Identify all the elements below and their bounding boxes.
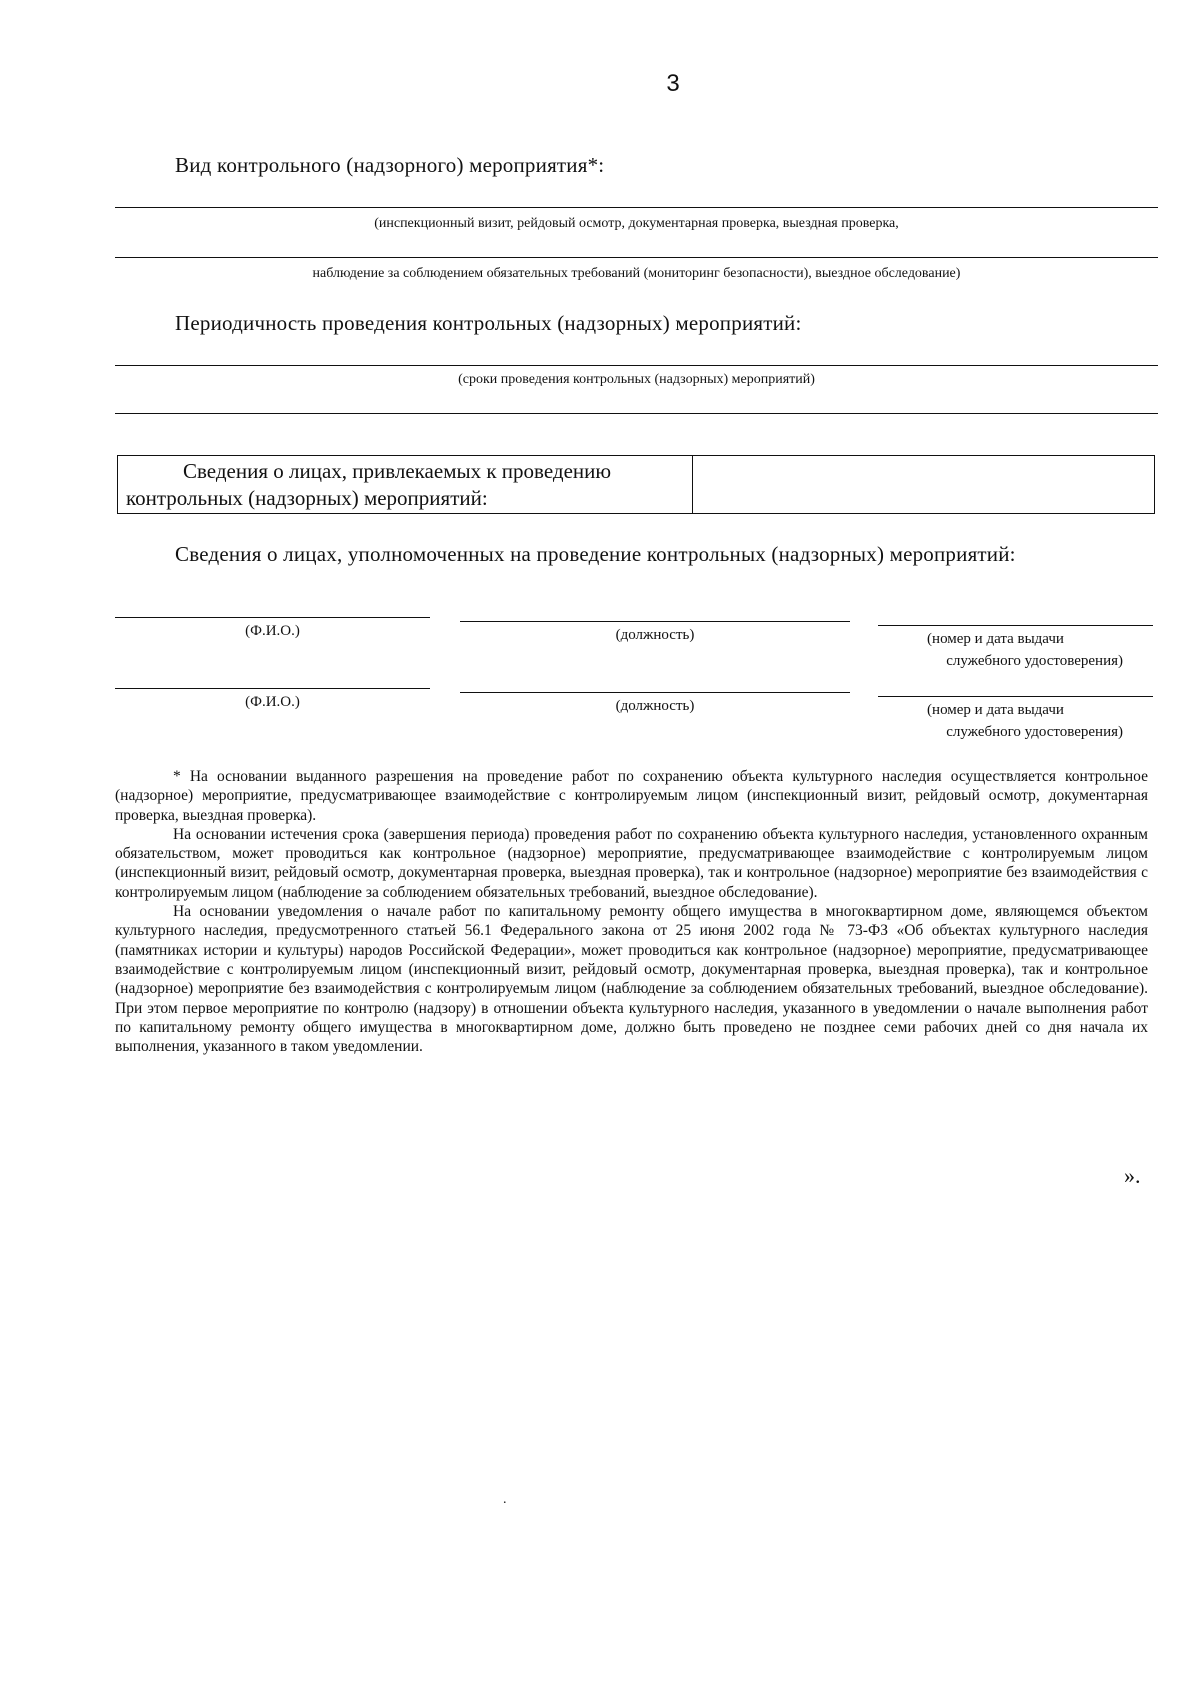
footnote-paragraph-3: На основании уведомления о начале работ по капитальному ремонту общего имущества в многоквартирном доме, являющемся объектом культурного наследия, предусмотренного статьей 56.1 Федерального закона от 25 июня 2002 года № 73-ФЗ «Об объектах культурного наследия (памятниках истории и культуры) народов Российской Федерации», может проводиться как контрольное (надзорное) мероприятие, предусматривающее взаимодействие с контролируемым лицом (инспекционный визит, рейдовый осмотр, документарная проверка, выездная проверка), так и контрольное (надзорное) мероприятие без взаимодействия с контролируемым лицом (наблюдение за соблюдением обязательных требований, выездное обследование). При этом первое мероприятие по контролю (надзору) в отношении объекта культурного наследия, указанного в уведомлении о начале выполнения работ по капитальному ремонту общего имущества в многоквартирном доме, должно быть проведено не позднее семи рабочих дней со дня начала их выполнения, указанного в таком уведомлении. [115,903,1148,1056]
position-caption-2: (должность) [615,698,695,714]
footnote-paragraph-2: На основании истечения срока (завершения периода) проведения работ по сохранению объекта культурного наследия, установленного охранным обязательством, может проводиться как контрольное (надзорное) мероприятие, предусматривающее взаимодействие с контролируемым лицом (инспекционный визит, рейдовый осмотр, документарная проверка, выездная проверка), так и контрольное (надзорное) мероприятие без взаимодействия с контролируемым лицом (наблюдение за соблюдением обязательных требований, выездное обследование). [115,825,1148,901]
kind-fill-line-2 [115,257,1158,258]
periodicity-fill-line-1 [115,365,1158,366]
position-line-1 [460,621,850,622]
id-caption-1-line-2: служебного удостоверения) [946,653,1123,669]
fio-caption-2: (Ф.И.О.) [245,694,300,710]
involved-persons-table [117,455,1155,514]
fio-line-2 [115,688,430,689]
footnote-paragraph-1: * На основании выданного разрешения на проведение работ по сохранению объекта культурного наследия осуществляется контрольное (надзорное) мероприятие, предусматривающее взаимодействие с контролируемым лицом (инспекционный визит, рейдовый осмотр, документарная проверка, выездная проверка). [115,768,1148,824]
periodicity-heading: Периодичность проведения контрольных (надзорных) мероприятий: [175,311,802,335]
page-number: 3 [666,70,680,97]
periodicity-fill-line-2 [115,413,1158,414]
id-caption-1-line-1: (номер и дата выдачи [927,631,1064,647]
periodicity-caption: (сроки проведения контрольных (надзорных) мероприятий) [458,372,815,387]
id-line-2 [878,696,1153,697]
involved-persons-value [693,456,1154,513]
fio-caption-1: (Ф.И.О.) [245,623,300,639]
involved-persons-label-line-2: контрольных (надзорных) мероприятий: [126,486,488,510]
id-caption-2-line-2: служебного удостоверения) [946,724,1123,740]
id-caption-2 [878,699,1153,743]
id-caption-1 [878,628,1153,672]
footnote [115,767,1148,1056]
fio-line-1 [115,617,430,618]
scan-dot: . [503,1492,507,1507]
kind-caption-1: (инспекционный визит, рейдовый осмотр, документарная проверка, выездная проверка, [374,216,899,231]
position-line-2 [460,692,850,693]
kind-caption-2: наблюдение за соблюдением обязательных требований (мониторинг безопасности), выездное обследование) [312,266,961,281]
involved-persons-label [118,456,693,513]
involved-persons-label-line-1: Сведения о лицах, привлекаемых к проведению [183,459,612,483]
kind-heading: Вид контрольного (надзорного) мероприятия*: [175,153,605,177]
kind-fill-line-1 [115,207,1158,208]
id-line-1 [878,625,1153,626]
closing-quote: ». [1124,1163,1141,1188]
authorized-heading: Сведения о лицах, уполномоченных на проведение контрольных (надзорных) мероприятий: [175,542,1016,566]
id-caption-2-line-1: (номер и дата выдачи [927,702,1064,718]
position-caption-1: (должность) [615,627,695,643]
